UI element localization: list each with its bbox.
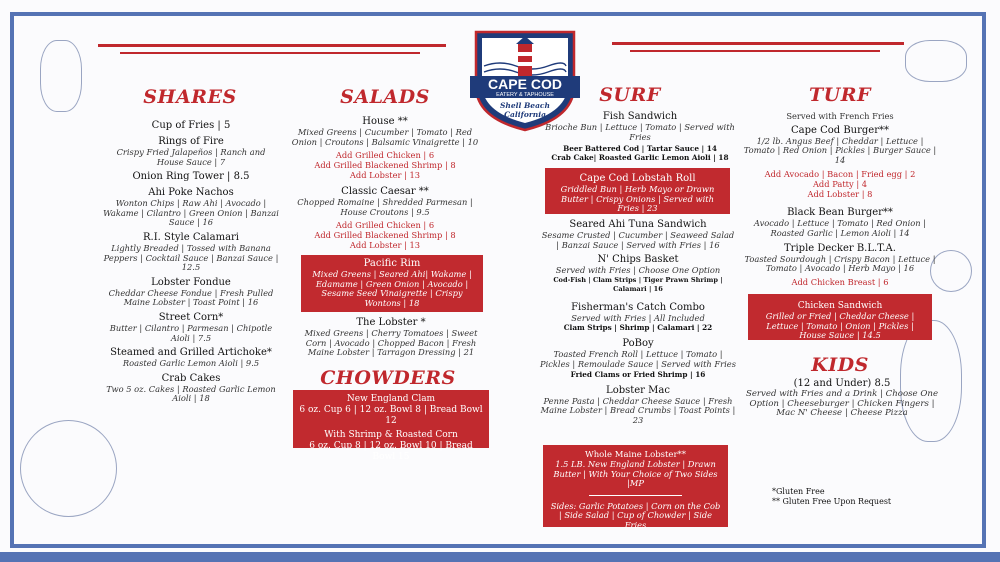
- header-rule: [120, 52, 420, 54]
- item-desc: Served with Fries | All Included: [571, 312, 705, 323]
- item-desc: Toasted French Roll | Lettuce | Tomato | Pickles | Remoulade Sauce | Served with Fries: [540, 349, 736, 369]
- header-rule: [98, 44, 446, 47]
- item-addon: Add Chicken Breast | 6: [791, 276, 889, 287]
- chicken-sandwich-box: [748, 294, 932, 340]
- item-option: Crab Cake| Roasted Garlic Lemon Aioli | 18: [551, 153, 729, 163]
- header-rule: [612, 42, 904, 45]
- item-title: Pacific Rim: [363, 258, 421, 269]
- header-rule: [630, 50, 880, 52]
- menu-item: [540, 302, 736, 333]
- lobster-salad: [298, 317, 484, 358]
- menu-item: [290, 116, 480, 180]
- item-title: Rings of Fire: [158, 136, 224, 147]
- whole-lobster-box: [543, 445, 728, 530]
- item-title: Cape Cod Burger**: [790, 124, 890, 136]
- menu-item: [740, 125, 940, 200]
- logo-name: CAPE COD: [488, 76, 562, 92]
- item-addon: Add Lobster | 13: [349, 170, 421, 181]
- menu-item: [102, 187, 280, 228]
- item-desc: Sesame Crusted | Cucumber | Seaweed Salad | Banzai Sauce | Served with Fries | 16: [541, 230, 735, 250]
- logo-sub: EATERY & TAPHOUSE: [496, 92, 554, 98]
- chowder-title: With Shrimp & Roasted Corn: [324, 430, 458, 440]
- kids-column: [742, 378, 942, 419]
- menu-item: [102, 171, 280, 183]
- item-option: Fried Clams or Fried Shrimp | 16: [570, 369, 706, 379]
- menu-item: [740, 207, 940, 238]
- item-title: Cape Cod Lobstah Roll: [579, 173, 696, 184]
- item-title: Fish Sandwich: [602, 111, 678, 122]
- chowders-heading: CHOWDERS: [320, 367, 456, 389]
- item-desc: Wonton Chips | Raw Ahi | Avocado | Wakame | Cilantro | Green Onion | Banzai Sauce | 16: [103, 198, 279, 228]
- decorative-sketch: [40, 40, 82, 112]
- item-title: Seared Ahi Tuna Sandwich: [569, 219, 707, 230]
- pacific-rim-box: [301, 255, 483, 312]
- bottom-band: [0, 552, 1000, 562]
- item-title: Onion Ring Tower | 8.5: [132, 171, 250, 183]
- item-title: Crab Cakes: [161, 372, 221, 384]
- surf-column-mid: [540, 219, 736, 429]
- item-title: Classic Caesar **: [341, 186, 429, 198]
- item-addon: Add Grilled Chicken | 6: [335, 220, 435, 231]
- item-title: N' Chips Basket: [597, 254, 679, 266]
- shares-heading: SHARES: [143, 86, 237, 108]
- item-title: Lobster Mac: [606, 384, 670, 396]
- shares-column: [102, 120, 280, 408]
- item-desc: Served with Fries and a Drink | Choose One Option | Cheeseburger | Chicken Fingers | Mac N' Cheese | Cheese Pizza: [745, 389, 939, 419]
- item-desc: Mixed Greens | Cucumber | Tomato | Red Onion | Croutons | Balsamic Vinaigrette | 10: [291, 127, 479, 147]
- item-title: Triple Decker B.L.T.A.: [784, 242, 896, 254]
- logo-location-1: Shell Beach: [500, 101, 550, 110]
- decorative-sketch: [905, 40, 967, 82]
- chowder-prices: 6 oz. Cup 6 | 12 oz. Bowl 8 | Bread Bowl 12: [299, 405, 483, 426]
- item-sides: Sides: Garlic Potatoes | Corn on the Cob | Side Salad | Cup of Chowder | Side Fries: [550, 500, 721, 530]
- menu-item: [102, 347, 280, 369]
- menu-item: [740, 243, 940, 287]
- item-desc: Mixed Greens | Cherry Tomatoes | Sweet Corn | Avocado | Chopped Bacon | Fresh Maine Lobster | Tarragon Dressing | 21: [304, 328, 478, 358]
- item-addon: Add Lobster | 8: [807, 189, 873, 200]
- item-desc: Toasted Sourdough | Crispy Bacon | Lettuce | Tomato | Avocado | Herb Mayo | 16: [744, 253, 936, 274]
- salads-column: [290, 116, 480, 254]
- note-gluten-free-request: ** Gluten Free Upon Request: [772, 497, 892, 506]
- menu-item: [102, 277, 280, 308]
- item-title: Steamed and Grilled Artichoke*: [110, 347, 272, 359]
- item-desc: Grilled or Fried | Cheddar Cheese | Lettuce | Tomato | Onion | Pickles | House Sauce | 14.5: [765, 311, 915, 341]
- item-addon: Add Lobster | 13: [349, 240, 421, 251]
- item-desc: Two 5 oz. Cakes | Roasted Garlic Lemon Aioli | 18: [106, 383, 276, 404]
- item-addon: Add Avocado | Bacon | Fried egg | 2: [764, 169, 916, 180]
- item-desc: Served with Fries | Choose One Option: [555, 265, 721, 276]
- kids-heading: KIDS: [811, 354, 869, 376]
- item-addon: Add Grilled Chicken | 6: [335, 150, 435, 161]
- chowder-prices: 6 oz. Cup 8 | 12 oz. Bowl 10 | Bread Bowl 15: [309, 441, 473, 462]
- menu-item: [540, 338, 736, 378]
- item-desc: 1/2 lb. Angus Beef | Cheddar | Lettuce | Tomato | Red Onion | Pickles | Burger Sauce | 14: [743, 135, 937, 165]
- item-title: Lobster Fondue: [151, 276, 231, 288]
- item-desc: Penne Pasta | Cheddar Cheese Sauce | Fresh Maine Lobster | Bread Crumbs | Toast Points | 23: [540, 395, 736, 425]
- item-desc: Roasted Garlic Lemon Aioli | 9.5: [122, 358, 260, 369]
- salads-heading: SALADS: [340, 86, 430, 108]
- item-desc: Crispy Fried Jalapeños | Ranch and House Sauce | 7: [116, 147, 266, 167]
- item-title: (12 and Under) 8.5: [793, 378, 891, 389]
- turf-heading: TURF: [809, 84, 871, 106]
- item-title: PoBoy: [622, 338, 654, 350]
- item-addon: Add Patty | 4: [812, 179, 868, 190]
- item-addon: Add Grilled Blackened Shrimp | 8: [314, 160, 456, 171]
- item-desc: Brioche Bun | Lettuce | Tomato | Served with Fries: [545, 122, 735, 142]
- turf-subtitle: Served with French Fries: [786, 111, 894, 121]
- note-gluten-free: *Gluten Free: [772, 487, 825, 496]
- item-desc: Cheddar Cheese Fondue | Fresh Pulled Maine Lobster | Toast Point | 16: [108, 287, 274, 308]
- decorative-sketch: [20, 420, 117, 517]
- item-desc: Griddled Bun | Herb Mayo or Drawn Butter | Crispy Onions | Served with Fries | 23: [560, 184, 715, 214]
- item-title: Whole Maine Lobster**: [584, 450, 687, 460]
- item-title: R.I. Style Calamari: [142, 231, 240, 243]
- menu-item: [540, 254, 736, 294]
- item-desc: Lightly Breaded | Tossed with Banana Peppers | Cocktail Sauce | Banzai Sauce | 12.5: [103, 242, 279, 273]
- logo-location-2: California: [504, 110, 546, 119]
- item-option: Cod-Fish | Clam Strips | Tiger Prawn Shrimp | Calamari | 16: [553, 275, 723, 293]
- surf-heading: SURF: [599, 84, 661, 106]
- menu-item: [540, 385, 736, 426]
- item-desc: Chopped Romaine | Shredded Parmesan | House Croutons | 9.5: [297, 197, 473, 217]
- item-title: Ahi Poke Nachos: [148, 187, 234, 199]
- menu-item: [102, 120, 280, 132]
- chowders-box: [293, 390, 489, 462]
- item-option: Clam Strips | Shrimp | Calamari | 22: [563, 323, 713, 333]
- item-title: House **: [362, 116, 408, 127]
- item-desc: Butter | Cilantro | Parmesan | Chipotle Aioli | 7.5: [109, 322, 273, 343]
- turf-column: [740, 112, 940, 291]
- item-addon: Add Grilled Blackened Shrimp | 8: [314, 230, 456, 241]
- gluten-notes: [772, 487, 891, 507]
- lobstah-roll-box: [545, 168, 730, 214]
- menu-item: [102, 373, 280, 404]
- item-desc: Avocado | Lettuce | Tomato | Red Onion | Roasted Garlic | Lemon Aioli | 14: [753, 218, 927, 238]
- item-desc: Mixed Greens | Seared Ahi| Wakame | Edamame | Green Onion | Avocado | Sesame Seed Vinaigrette | Crispy Wontons | 18: [312, 269, 472, 308]
- item-title: Chicken Sandwich: [797, 301, 883, 311]
- menu-item: [102, 136, 280, 167]
- menu-item: [102, 312, 280, 343]
- item-title: Fisherman's Catch Combo: [571, 301, 705, 313]
- box-divider: [589, 495, 682, 496]
- menu-item: [102, 232, 280, 273]
- surf-column-top: [545, 111, 735, 162]
- item-option: Beer Battered Cod | Tartar Sauce | 14: [563, 144, 717, 154]
- menu-item: [540, 219, 736, 250]
- item-title: Cup of Fries | 5: [151, 120, 231, 131]
- item-title: The Lobster *: [356, 317, 426, 328]
- menu-item: [290, 186, 480, 250]
- item-title: Street Corn*: [158, 311, 224, 323]
- item-desc: 1.5 LB. New England Lobster | Drawn Butter | With Your Choice of Two Sides |MP: [553, 459, 718, 489]
- chowder-title: New England Clam: [346, 394, 436, 404]
- item-title: Black Bean Burger**: [787, 207, 893, 219]
